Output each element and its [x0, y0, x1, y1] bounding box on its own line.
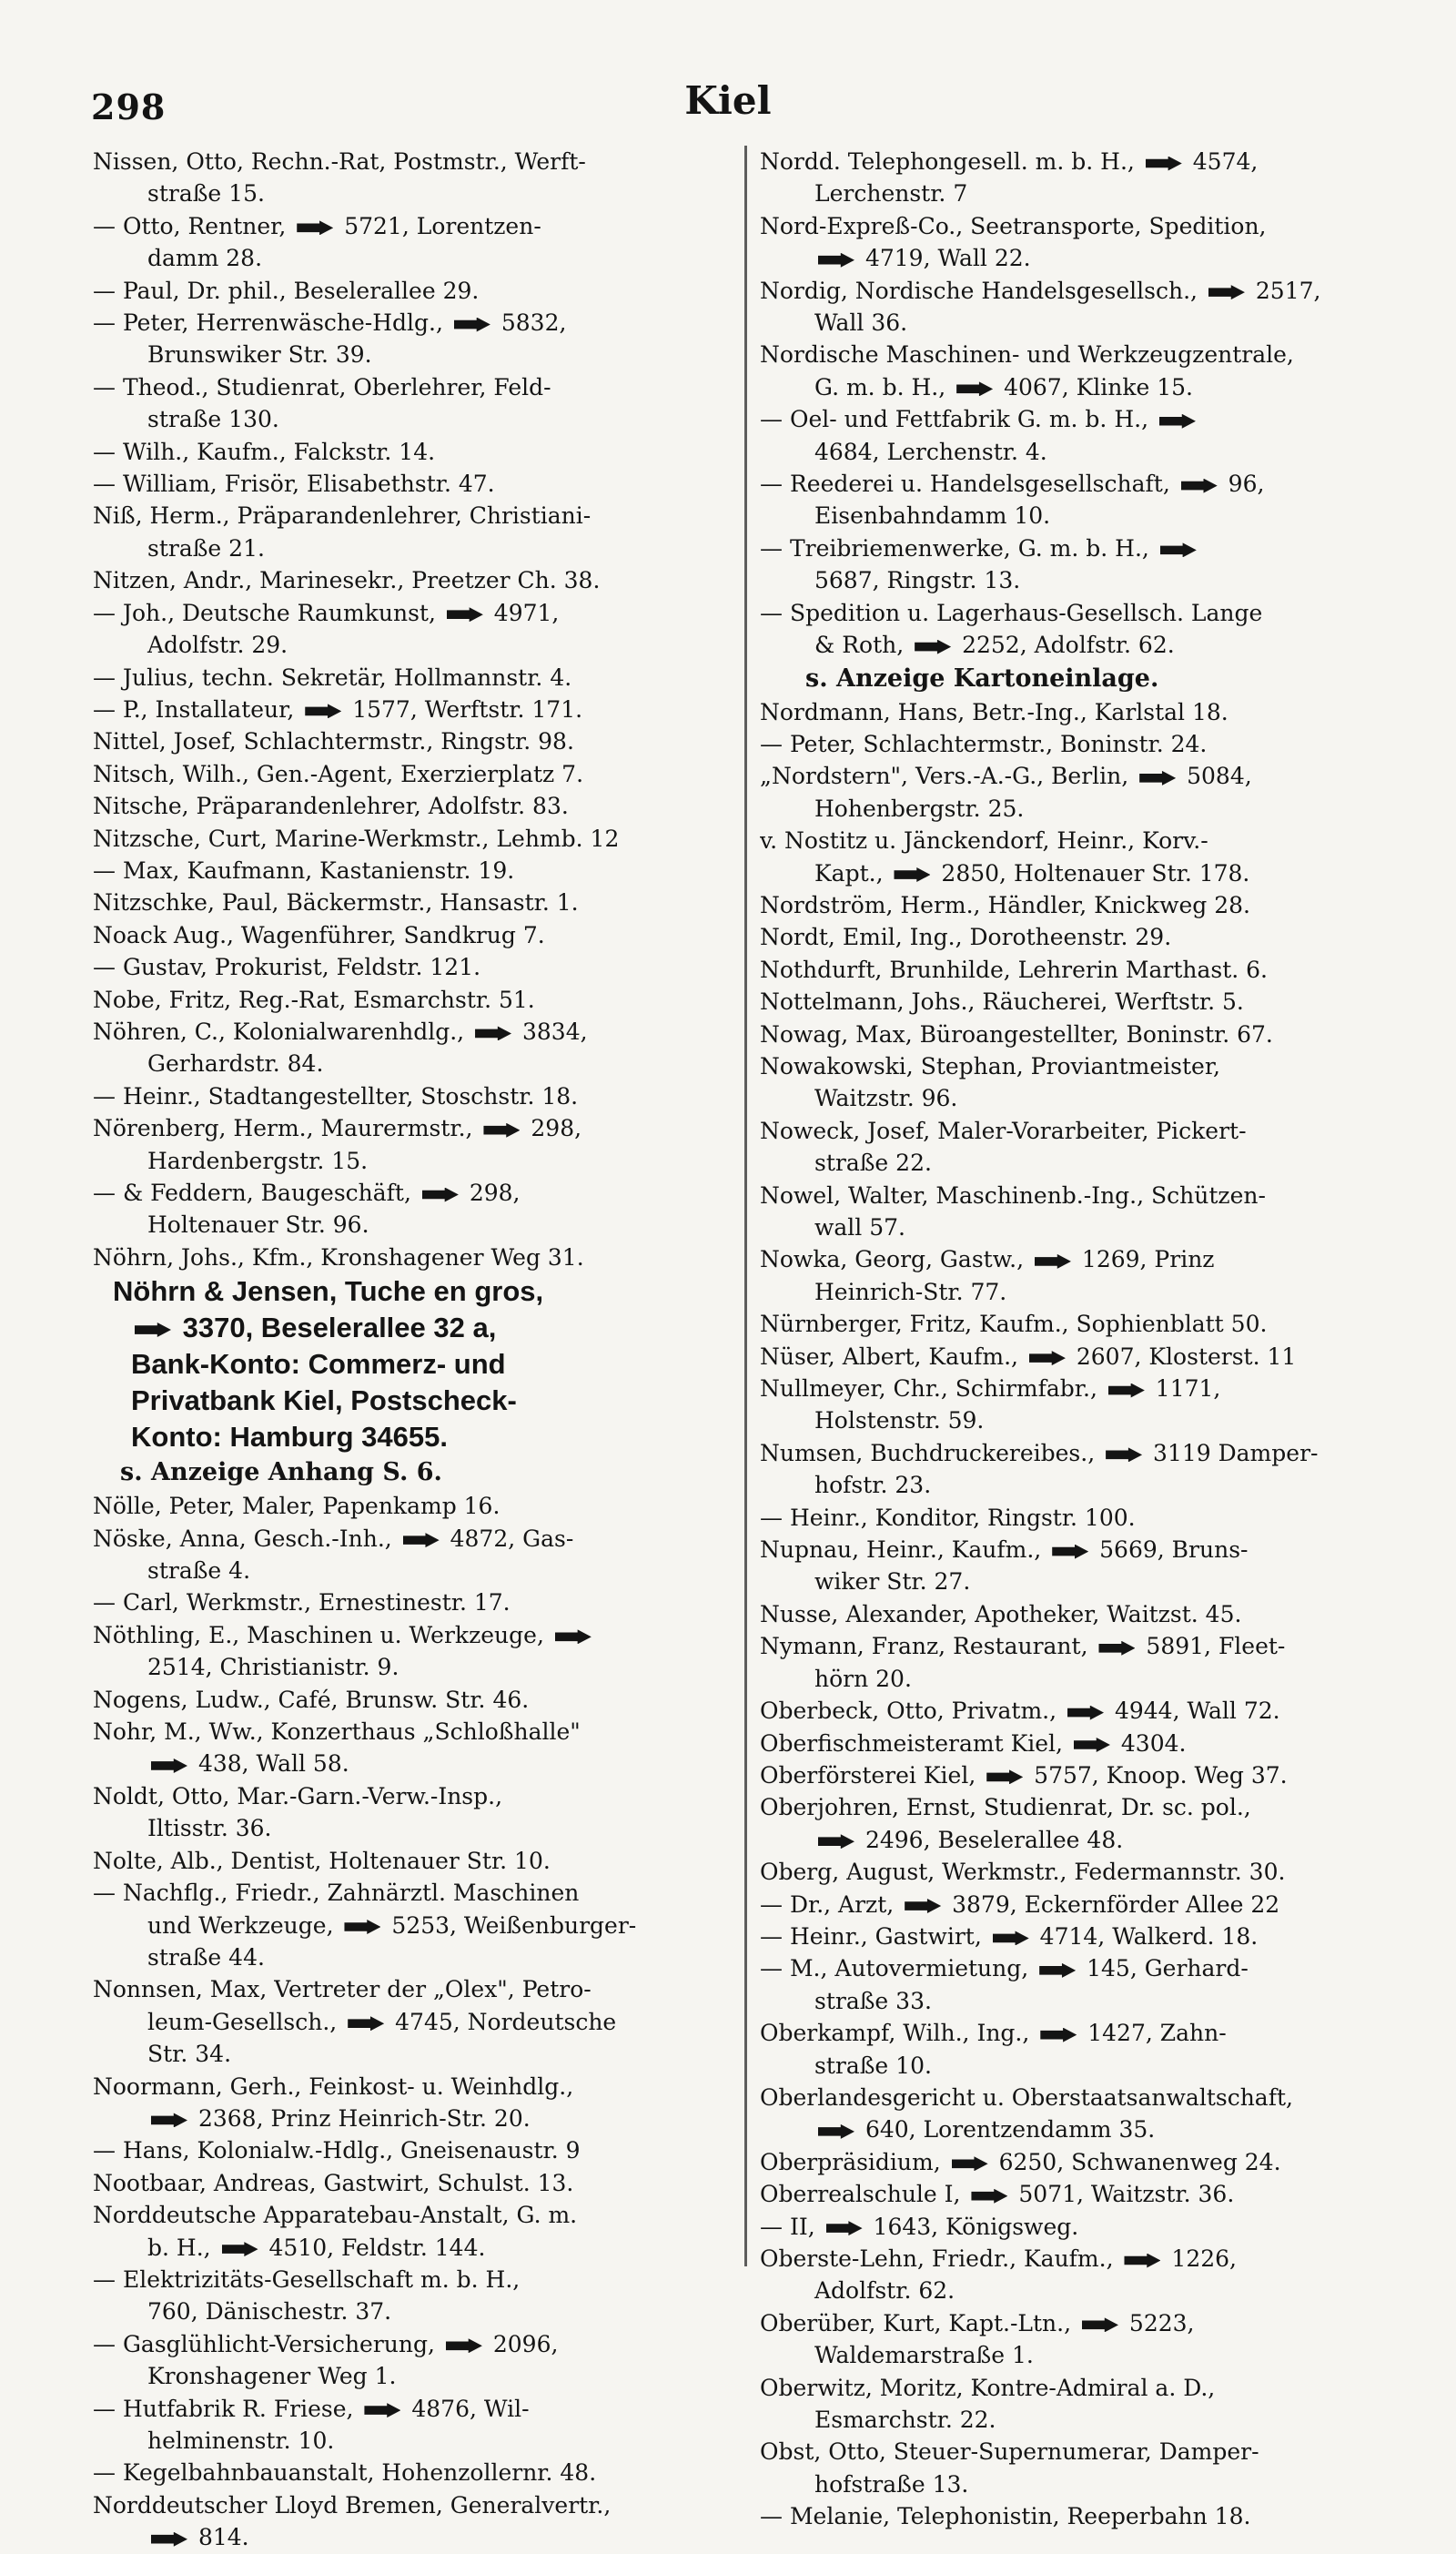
- directory-line: Nordström, Herm., Händler, Knickweg 28.: [760, 891, 1250, 918]
- directory-line: straße 130.: [147, 406, 279, 433]
- directory-line: — Reederei u. Handelsgesellschaft, 96,: [760, 471, 1265, 498]
- telephone-icon: [826, 2221, 863, 2235]
- directory-line: Nordmann, Hans, Betr.-Ing., Karlstal 18.: [760, 698, 1228, 725]
- directory-line: — Paul, Dr. phil., Beselerallee 29.: [93, 277, 480, 304]
- directory-line: straße 10.: [814, 2052, 932, 2079]
- page-title: Kiel: [684, 78, 772, 123]
- directory-line: Oberkampf, Wilh., Ing., 1427, Zahn-: [760, 2020, 1227, 2047]
- directory-line: Noweck, Josef, Maler-Vorarbeiter, Pickert-: [760, 1117, 1247, 1144]
- directory-line: straße 4.: [147, 1557, 251, 1585]
- telephone-icon: [297, 220, 333, 235]
- directory-line: — Kegelbahnbauanstalt, Hohenzollernr. 48.: [93, 2459, 597, 2487]
- directory-line: Noack Aug., Wagenführer, Sandkrug 7.: [93, 921, 545, 948]
- directory-line: 2496, Beselerallee 48.: [760, 1824, 1397, 1856]
- directory-line: Nörenberg, Herm., Maurermstr., 298,: [93, 1115, 582, 1142]
- directory-line: Wall 36.: [814, 309, 908, 337]
- directory-line: 760, Dänischestr. 37.: [147, 2298, 392, 2326]
- directory-line: helminenstr. 10.: [147, 2427, 335, 2454]
- directory-line: Nowel, Walter, Maschinenb.-Ing., Schützen-: [760, 1181, 1266, 1209]
- directory-line: Oberfischmeisteramt Kiel, 4304.: [760, 1729, 1187, 1757]
- directory-line: Nonnsen, Max, Vertreter der „Olex", Petro-: [93, 1976, 592, 2003]
- directory-line: Oberüber, Kurt, Kapt.-Ltn., 5223,: [760, 2309, 1195, 2336]
- directory-line: Nottelmann, Johs., Räucherei, Werftstr. 5.: [760, 988, 1244, 1016]
- directory-line: — Wilh., Kaufm., Falckstr. 14.: [93, 438, 436, 465]
- directory-line: Holstenstr. 59.: [814, 1407, 985, 1434]
- directory-line: 5687, Ringstr. 13.: [814, 567, 1021, 594]
- telephone-icon: [135, 1323, 171, 1337]
- telephone-icon: [1181, 479, 1218, 493]
- directory-line: Nitsch, Wilh., Gen.-Agent, Exerzierplatz 7.: [93, 760, 584, 787]
- directory-line: — M., Autovermietung, 145, Gerhard-: [760, 1955, 1249, 1982]
- directory-line: Brunswiker Str. 39.: [147, 341, 372, 369]
- directory-line: — Gasglühlicht-Versicherung, 2096,: [93, 2330, 559, 2357]
- directory-line: — Peter, Herrenwäsche-Hdlg., 5832,: [93, 309, 567, 337]
- directory-line: Oberlandesgericht u. Oberstaatsanwaltschaft,: [760, 2083, 1293, 2111]
- directory-line: 4719, Wall 22.: [760, 242, 1397, 274]
- directory-line: Nitzen, Andr., Marinesekr., Preetzer Ch. 38.: [93, 567, 601, 594]
- directory-line: Obst, Otto, Steuer-Supernumerar, Damper-: [760, 2438, 1259, 2466]
- directory-line: — Dr., Arzt, 3879, Eckernförder Allee 22: [760, 1890, 1280, 1918]
- directory-line: Nothdurft, Brunhilde, Lehrerin Marthast. 6.: [760, 956, 1268, 983]
- advert-line: 3370, Beselerallee 32 a,: [93, 1310, 730, 1346]
- telephone-icon: [151, 2532, 187, 2547]
- directory-line: — Gustav, Prokurist, Feldstr. 121.: [93, 954, 481, 981]
- directory-line: 640, Lorentzendamm 35.: [760, 2113, 1397, 2145]
- directory-line: Nordt, Emil, Ing., Dorotheenstr. 29.: [760, 924, 1172, 951]
- directory-line: Oberste-Lehn, Friedr., Kaufm., 1226,: [760, 2245, 1238, 2272]
- directory-line: — Elektrizitäts-Gesellschaft m. b. H.,: [93, 2265, 521, 2293]
- directory-line: — Heinr., Konditor, Ringstr. 100.: [760, 1504, 1136, 1531]
- telephone-icon: [475, 1026, 511, 1040]
- telephone-icon: [1082, 2317, 1118, 2332]
- directory-line: Nöhrn, Johs., Kfm., Kronshagener Weg 31.: [93, 1243, 584, 1271]
- directory-line: Oberjohren, Ernst, Studienrat, Dr. sc. pol.,: [760, 1794, 1251, 1821]
- directory-line: „Nordstern", Vers.-A.-G., Berlin, 5084,: [760, 763, 1252, 790]
- directory-line: — II, 1643, Königsweg.: [760, 2213, 1079, 2240]
- telephone-icon: [305, 704, 341, 718]
- telephone-icon: [1074, 1738, 1110, 1752]
- directory-line: — Oel- und Fettfabrik G. m. b. H.,: [760, 403, 1397, 435]
- telephone-icon: [1029, 1351, 1066, 1365]
- telephone-icon: [986, 1769, 1023, 1784]
- directory-line: hofstr. 23.: [814, 1472, 932, 1499]
- telephone-icon: [905, 1899, 941, 1913]
- directory-line: Str. 34.: [147, 2041, 232, 2068]
- telephone-icon: [403, 1533, 440, 1547]
- directory-line: Nowag, Max, Büroangestellter, Boninstr. 67.: [760, 1020, 1273, 1048]
- telephone-icon: [1040, 2028, 1077, 2042]
- directory-line: Nürnberger, Fritz, Kaufm., Sophienblatt 50.: [760, 1311, 1268, 1338]
- directory-line: hofstraße 13.: [814, 2470, 969, 2498]
- left-entries-2: [93, 1490, 730, 2553]
- directory-line: Waitzstr. 96.: [814, 1085, 958, 1112]
- directory-line: Gerhardstr. 84.: [147, 1050, 324, 1078]
- directory-line: — Otto, Rentner, 5721, Lorentzen-: [93, 212, 541, 239]
- directory-line: — Treibriemenwerke, G. m. b. H.,: [760, 532, 1397, 564]
- left-entries: [93, 146, 730, 1273]
- directory-line: Kapt., 2850, Holtenauer Str. 178.: [814, 859, 1250, 887]
- telephone-icon: [1160, 542, 1197, 557]
- directory-line: Nogens, Ludw., Café, Brunsw. Str. 46.: [93, 1686, 530, 1713]
- telephone-icon: [1146, 157, 1182, 171]
- directory-line: Nittel, Josef, Schlachtermstr., Ringstr. 98.: [93, 728, 574, 755]
- directory-line: — Hans, Kolonialw.-Hdlg., Gneisenaustr. 9: [93, 2137, 581, 2164]
- right-column: [760, 146, 1397, 2533]
- directory-line: hörn 20.: [814, 1665, 912, 1692]
- directory-line: 814.: [93, 2521, 730, 2553]
- directory-line: Noormann, Gerh., Feinkost- u. Weinhdlg.,: [93, 2073, 574, 2100]
- directory-line: Nordd. Telephongesell. m. b. H., 4574,: [760, 148, 1259, 175]
- directory-line: Nootbaar, Andreas, Gastwirt, Schulst. 13.: [93, 2169, 574, 2196]
- directory-line: Oberförsterei Kiel, 5757, Knoop. Weg 37.: [760, 1761, 1288, 1789]
- telephone-icon: [894, 867, 930, 882]
- telephone-icon: [422, 1188, 459, 1202]
- advert-lines: [93, 1273, 730, 1455]
- directory-line: — & Feddern, Baugeschäft, 298,: [93, 1180, 521, 1206]
- telephone-icon: [151, 1758, 187, 1773]
- telephone-icon: [818, 2124, 854, 2139]
- left-column: [93, 146, 730, 2554]
- right-entries: [760, 146, 1397, 662]
- telephone-icon: [446, 2338, 482, 2353]
- telephone-icon: [993, 1931, 1029, 1945]
- directory-line: Oberg, August, Werkmstr., Federmannstr. 30.: [760, 1859, 1286, 1886]
- telephone-icon: [1035, 1254, 1071, 1269]
- telephone-icon: [818, 1834, 854, 1849]
- directory-line: Eisenbahndamm 10.: [814, 502, 1051, 530]
- telephone-icon: [364, 2403, 400, 2417]
- directory-line: Adolfstr. 62.: [814, 2277, 956, 2305]
- directory-line: — Hutfabrik R. Friese, 4876, Wil-: [93, 2395, 530, 2422]
- directory-line: — Melanie, Telephonistin, Reeperbahn 18.: [760, 2503, 1251, 2530]
- directory-line: Nissen, Otto, Rechn.-Rat, Postmstr., Werft-: [93, 148, 586, 175]
- directory-line: — Peter, Schlachtermstr., Boninstr. 24.: [760, 730, 1208, 757]
- directory-line: Waldemarstraße 1.: [814, 2342, 1034, 2369]
- directory-line: Nöske, Anna, Gesch.-Inh., 4872, Gas-: [93, 1525, 574, 1552]
- directory-line: Nohr, M., Ww., Konzerthaus „Schloßhalle": [93, 1718, 581, 1746]
- directory-line: Oberwitz, Moritz, Kontre-Admiral a. D.,: [760, 2374, 1216, 2401]
- directory-line: b. H., 4510, Feldstr. 144.: [147, 2234, 486, 2261]
- telephone-icon: [1052, 1545, 1088, 1559]
- directory-line: straße 21.: [147, 534, 265, 562]
- directory-line: Nöthling, E., Maschinen u. Werkzeuge,: [93, 1619, 730, 1651]
- telephone-icon: [1139, 771, 1176, 785]
- directory-line: straße 44.: [147, 1943, 265, 1971]
- directory-line: Nupnau, Heinr., Kaufm., 5669, Bruns-: [760, 1536, 1249, 1564]
- directory-line: straße 15.: [147, 180, 265, 208]
- directory-line: Lerchenstr. 7: [814, 180, 968, 208]
- directory-line: Hardenbergstr. 15.: [147, 1147, 369, 1174]
- directory-line: G. m. b. H., 4067, Klinke 15.: [814, 373, 1194, 400]
- telephone-icon: [1159, 414, 1196, 429]
- advertisement: [93, 1273, 730, 1490]
- directory-line: Nitzsche, Curt, Marine-Werkmstr., Lehmb. 12: [93, 825, 620, 852]
- directory-line: — Joh., Deutsche Raumkunst, 4971,: [93, 599, 560, 626]
- directory-line: Adolfstr. 29.: [147, 632, 288, 659]
- telephone-icon: [915, 640, 951, 654]
- directory-line: Norddeutsche Apparatebau-Anstalt, G. m.: [93, 2202, 578, 2229]
- directory-line: Nitzschke, Paul, Bäckermstr., Hansastr. 1.: [93, 889, 579, 917]
- directory-line: 2368, Prinz Heinrich-Str. 20.: [93, 2103, 730, 2134]
- directory-line: 2514, Christianistr. 9.: [147, 1654, 399, 1681]
- right-note: s. Anzeige Kartoneinlage.: [805, 664, 1159, 693]
- advert-line: Nöhrn & Jensen, Tuche en gros,: [113, 1275, 544, 1308]
- directory-line: Nordig, Nordische Handelsgesellsch., 2517,: [760, 277, 1321, 304]
- directory-line: Esmarchstr. 22.: [814, 2407, 996, 2434]
- telephone-icon: [956, 381, 993, 396]
- telephone-icon: [222, 2242, 258, 2256]
- directory-line: wiker Str. 27.: [814, 1568, 971, 1596]
- directory-line: Nolte, Alb., Dentist, Holtenauer Str. 10.: [93, 1847, 551, 1874]
- directory-line: straße 22.: [814, 1150, 932, 1177]
- directory-line: Oberrealschule I, 5071, Waitzstr. 36.: [760, 2181, 1235, 2208]
- telephone-icon: [348, 2016, 384, 2031]
- telephone-icon: [447, 607, 483, 622]
- column-divider: [744, 146, 747, 2266]
- advert-note: s. Anzeige Anhang S. 6.: [120, 1458, 442, 1487]
- directory-line: Nordische Maschinen- und Werkzeugzentrale,: [760, 341, 1294, 369]
- telephone-icon: [971, 2189, 1007, 2204]
- telephone-icon: [818, 253, 854, 268]
- advert-line: Konto: Hamburg 34655.: [131, 1421, 448, 1454]
- directory-line: Nowakowski, Stephan, Proviantmeister,: [760, 1052, 1220, 1079]
- directory-line: — Theod., Studienrat, Oberlehrer, Feld-: [93, 373, 551, 400]
- directory-line: Nowka, Georg, Gastw., 1269, Prinz: [760, 1246, 1215, 1273]
- telephone-icon: [1106, 1447, 1142, 1462]
- directory-line: — William, Frisör, Elisabethstr. 47.: [93, 471, 495, 498]
- directory-line: Nord-Expreß-Co., Seetransporte, Spedition,: [760, 212, 1267, 239]
- telephone-icon: [1098, 1641, 1135, 1656]
- directory-line: Nitsche, Präparandenlehrer, Adolfstr. 83.: [93, 793, 569, 820]
- directory-line: Heinrich-Str. 77.: [814, 1278, 1007, 1305]
- right-entries-2: [760, 696, 1397, 2533]
- directory-line: Nöhren, C., Kolonialwarenhdlg., 3834,: [93, 1018, 588, 1045]
- telephone-icon: [555, 1629, 592, 1644]
- telephone-icon: [483, 1123, 520, 1138]
- directory-line: & Roth, 2252, Adolfstr. 62.: [814, 632, 1175, 659]
- directory-line: leum-Gesellsch., 4745, Nordeutsche: [147, 2008, 617, 2035]
- directory-line: Nobe, Fritz, Reg.-Rat, Esmarchstr. 51.: [93, 986, 535, 1013]
- directory-line: — Heinr., Stadtangestellter, Stoschstr. 18.: [93, 1082, 579, 1110]
- directory-line: wall 57.: [814, 1214, 905, 1241]
- telephone-icon: [1124, 2254, 1160, 2268]
- directory-line: Holtenauer Str. 96.: [147, 1211, 369, 1239]
- directory-line: Nüser, Albert, Kaufm., 2607, Klosterst. 11: [760, 1343, 1297, 1370]
- directory-line: Oberbeck, Otto, Privatm., 4944, Wall 72.: [760, 1698, 1280, 1725]
- directory-line: 438, Wall 58.: [93, 1748, 730, 1779]
- directory-line: Nullmeyer, Chr., Schirmfabr., 1171,: [760, 1375, 1221, 1403]
- directory-line: — Heinr., Gastwirt, 4714, Walkerd. 18.: [760, 1922, 1259, 1950]
- directory-line: straße 33.: [814, 1987, 932, 2014]
- directory-line: Norddeutscher Lloyd Bremen, Generalvertr.,: [93, 2491, 612, 2519]
- directory-line: Hohenbergstr. 25.: [814, 795, 1025, 822]
- advert-line: Bank-Konto: Commerz- und: [131, 1348, 506, 1381]
- directory-line: und Werkzeuge, 5253, Weißenburger-: [147, 1911, 637, 1939]
- page-number: 298: [91, 86, 167, 127]
- telephone-icon: [151, 2113, 187, 2127]
- directory-line: Nymann, Franz, Restaurant, 5891, Fleet-: [760, 1633, 1286, 1660]
- advert-line: Privatbank Kiel, Postscheck-: [131, 1384, 517, 1417]
- telephone-icon: [1108, 1383, 1145, 1398]
- telephone-icon: [1208, 285, 1245, 299]
- directory-line: v. Nostitz u. Jänckendorf, Heinr., Korv.-: [760, 827, 1208, 855]
- directory-line: — Nachflg., Friedr., Zahnärztl. Maschinen: [93, 1880, 580, 1907]
- directory-line: damm 28.: [147, 245, 263, 272]
- directory-line: — P., Installateur, 1577, Werftstr. 171.: [93, 695, 583, 723]
- directory-line: Iltisstr. 36.: [147, 1815, 272, 1842]
- directory-line: 4684, Lerchenstr. 4.: [814, 438, 1047, 465]
- directory-line: Niß, Herm., Präparandenlehrer, Christiani-: [93, 502, 592, 530]
- directory-line: Nölle, Peter, Maler, Papenkamp 16.: [93, 1493, 500, 1520]
- telephone-icon: [454, 318, 490, 332]
- telephone-icon: [344, 1920, 380, 1934]
- directory-line: — Carl, Werkmstr., Ernestinestr. 17.: [93, 1589, 511, 1617]
- directory-line: Oberpräsidium, 6250, Schwanenweg 24.: [760, 2148, 1281, 2175]
- directory-line: Numsen, Buchdruckereibes., 3119 Damper-: [760, 1439, 1319, 1466]
- directory-line: — Max, Kaufmann, Kastanienstr. 19.: [93, 856, 515, 884]
- directory-line: Kronshagener Weg 1.: [147, 2363, 397, 2390]
- telephone-icon: [1067, 1706, 1104, 1720]
- telephone-icon: [952, 2156, 988, 2171]
- telephone-icon: [1039, 1963, 1076, 1978]
- directory-line: Noldt, Otto, Mar.-Garn.-Verw.-Insp.,: [93, 1782, 503, 1809]
- directory-line: — Julius, techn. Sekretär, Hollmannstr. 4.: [93, 664, 572, 691]
- directory-line: Nusse, Alexander, Apotheker, Waitzst. 45.: [760, 1600, 1242, 1627]
- directory-line: — Spedition u. Lagerhaus-Gesellsch. Lange: [760, 599, 1263, 626]
